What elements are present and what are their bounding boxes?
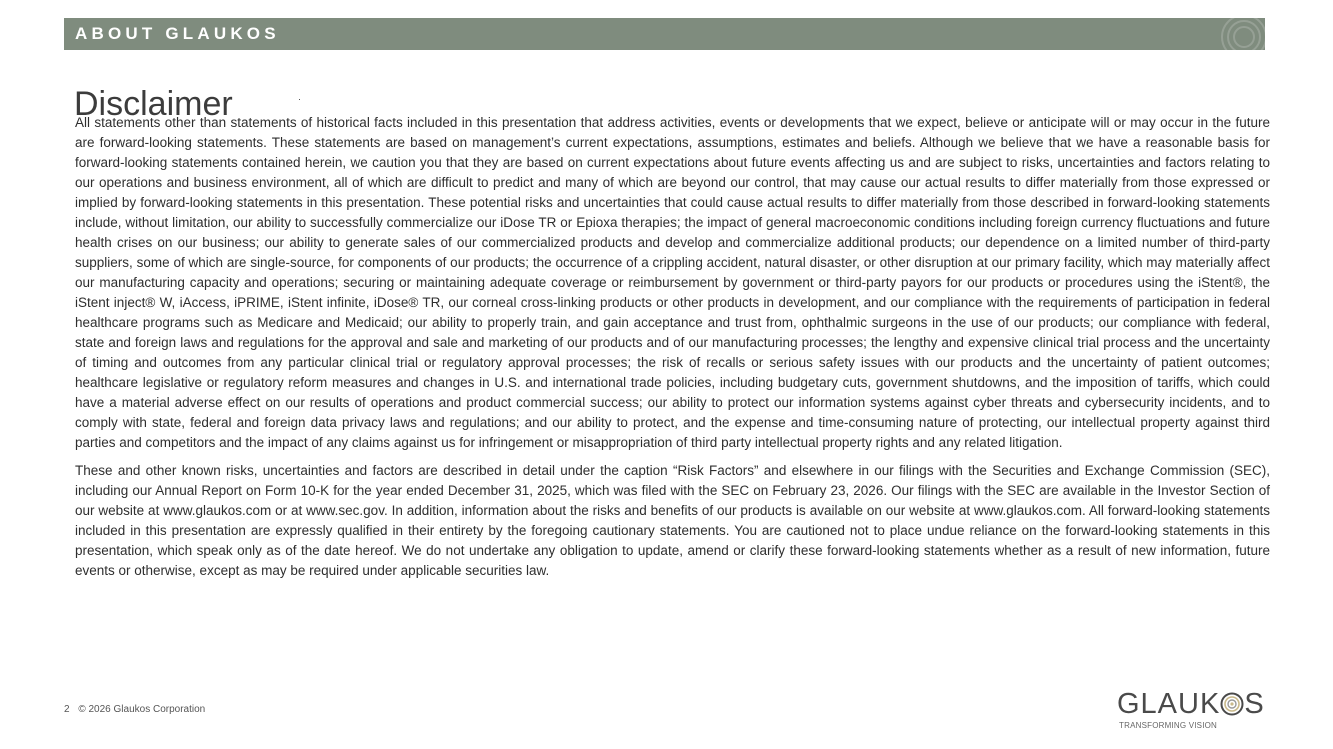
stray-mark (299, 99, 300, 100)
glaukos-logo (1117, 688, 1277, 734)
section-label: ABOUT GLAUKOS (75, 24, 280, 43)
disclaimer-body (75, 113, 1270, 589)
section-header-bar (64, 18, 1265, 50)
page-number: 2 (64, 704, 70, 715)
disclaimer-paragraph: These and other known risks, uncertainties and factors are described in detail under the caption “Risk Factors” and elsewhere in our filings with the Securities and Exchange Commission (SEC), including our Annual Report on Form 10-K for the year ended December 31, 2025, which was filed with the SEC on February 23, 2026. Our filings with the SEC are available in the Investor Section of our website at www.glaukos.com or at www.sec.gov. In addition, information about the risks and benefits of our products is available on our website at www.glaukos.com. All forward-looking statements included in this presentation are expressly qualified in their entirety by the foregoing cautionary statements. You are cautioned not to place undue reliance on the forward-looking statements in this presentation, which speak only as of the date hereof. We do not undertake any obligation to update, amend or clarify these forward-looking statements whether as a result of new information, future events or otherwise, except as may be required under applicable securities law. (75, 463, 1270, 578)
disclaimer-paragraph: All statements other than statements of historical facts included in this presentation that address activities, events or developments that we expect, believe or anticipate will or may occur in the future are forward-looking statements. These statements are based on management’s current expectations, assumptions, estimates and beliefs. Although we believe that we have a reasonable basis for forward-looking statements contained herein, we caution you that they are based on current expectations about future events affecting us and are subject to risks, uncertainties and factors relating to our operations and business environment, all of which are difficult to predict and many of which are beyond our control, that may cause our actual results to differ materially from those expressed or implied by forward-looking statements in this presentation. These potential risks and uncertainties that could cause actual results to differ materially from those described in forward-looking statements include, without limitation, our ability to successfully commercialize our iDose TR or Epioxa therapies; the impact of general macroeconomic conditions including foreign currency fluctuations and future health crises on our business; our ability to generate sales of our commercialized products and develop and commercialize additional products; our dependence on a limited number of third-party suppliers, some of which are single-source, for components of our products; the occurrence of a crippling accident, natural disaster, or other disruption at our primary facility, which may materially affect our manufacturing capacity and operations; securing or maintaining adequate coverage or reimbursement by government or third-party payors for our products or procedures using the iStent®, the iStent inject® W, iAccess, iPRIME, iStent infinite, iDose® TR, our corneal cross-linking products or other products in development, and our compliance with the requirements of participation in federal healthcare programs such as Medicare and Medicaid; our ability to properly train, and gain acceptance and trust from, ophthalmic surgeons in the use of our products; our compliance with federal, state and foreign laws and regulations for the approval and sale and marketing of our products and of our manufacturing processes; the lengthy and expensive clinical trial process and the uncertainty of timing and outcomes from any particular clinical trial or regulatory approval processes; the risk of recalls or serious safety issues with our products and the uncertainty of patient outcomes; healthcare legislative or regulatory reform measures and changes in U.S. and international trade policies, including budgetary cuts, government shutdowns, and the imposition of tariffs, which could have a material adverse effect on our results of operations and product commercial success; our ability to protect our information systems against cyber threats and cybersecurity incidents, and to comply with state, federal and foreign data privacy laws and regulations; and our ability to protect, and the expense and time-consuming nature of protecting, our intellectual property against third parties and competitors and the impact of any claims against us for infringement or misappropriation of third party intellectual property rights and any related litigation. (75, 115, 1270, 450)
logo-wordmark-prefix: GLAUK (1117, 688, 1221, 720)
swirl-watermark-icon (1219, 18, 1265, 50)
page-title: Disclaimer (74, 84, 233, 123)
footer (64, 704, 205, 715)
copyright-text: © 2026 Glaukos Corporation (78, 704, 206, 715)
logo-tagline: TRANSFORMING VISION (1119, 721, 1218, 730)
eye-swirl-icon (1220, 692, 1244, 716)
logo-wordmark-suffix: S (1244, 688, 1265, 720)
logo-wordmark (1117, 688, 1265, 721)
